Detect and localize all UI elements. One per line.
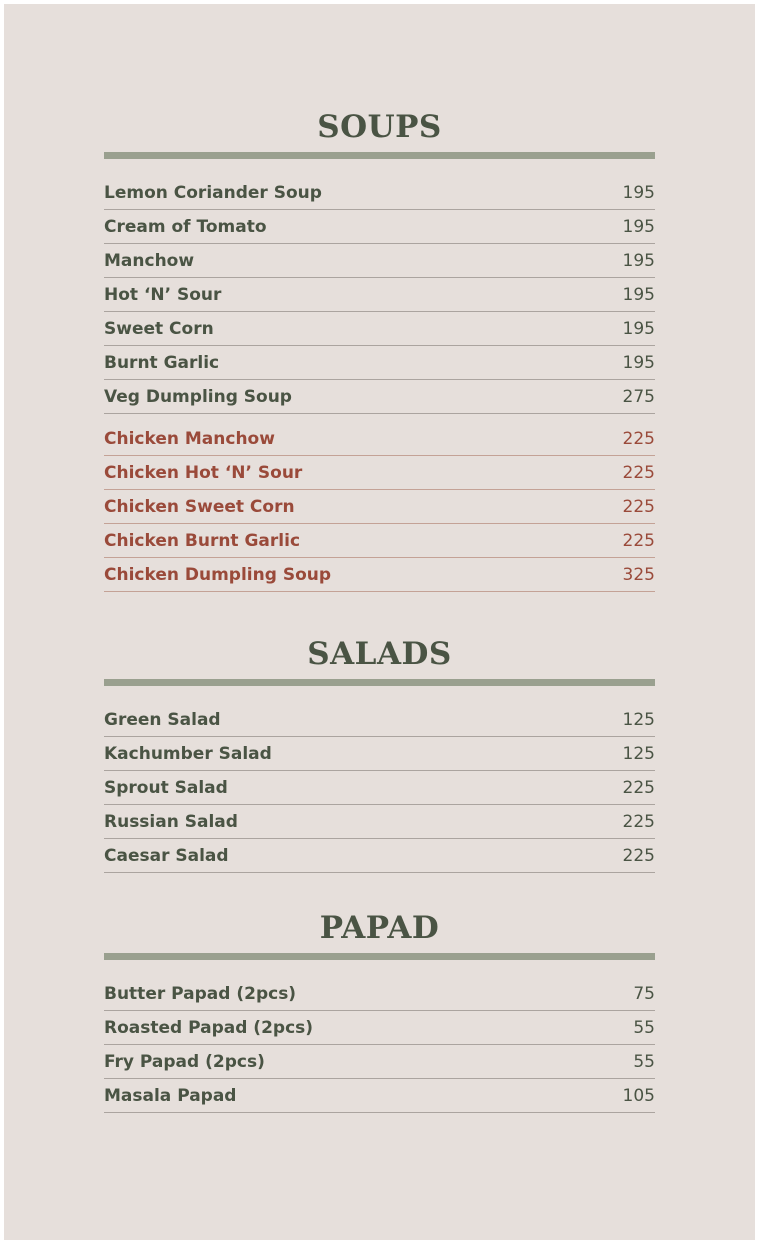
item-name: Chicken Sweet Corn [104, 496, 295, 517]
item-price: 195 [622, 352, 655, 373]
menu-item [104, 1011, 655, 1045]
item-name: Manchow [104, 250, 195, 271]
item-price: 195 [622, 318, 655, 339]
menu-item [104, 176, 655, 210]
menu-item [104, 1045, 655, 1079]
section-soups [104, 108, 655, 592]
item-price: 225 [622, 496, 655, 517]
group-gap [104, 414, 655, 422]
item-name: Burnt Garlic [104, 352, 220, 373]
item-price: 195 [622, 284, 655, 305]
item-price: 195 [622, 216, 655, 237]
item-name: Sprout Salad [104, 777, 228, 798]
item-price: 275 [622, 386, 655, 407]
item-name: Roasted Papad (2pcs) [104, 1017, 314, 1038]
item-price: 225 [622, 428, 655, 449]
menu-item [104, 977, 655, 1011]
item-price: 55 [633, 1051, 655, 1072]
item-name: Cream of Tomato [104, 216, 267, 237]
item-price: 105 [622, 1085, 655, 1106]
item-price: 125 [622, 743, 655, 764]
section-title: PAPAD [319, 910, 440, 946]
item-price: 195 [622, 182, 655, 203]
item-price: 225 [622, 530, 655, 551]
item-price: 125 [622, 709, 655, 730]
item-price: 195 [622, 250, 655, 271]
section-title: SOUPS [317, 109, 442, 145]
menu-item [104, 805, 655, 839]
item-name: Hot ‘N’ Sour [104, 284, 222, 305]
title-rule [104, 679, 655, 686]
section-papad [104, 909, 655, 1113]
menu-item-nonveg [104, 422, 655, 456]
menu-item-nonveg [104, 558, 655, 592]
item-price: 55 [633, 1017, 655, 1038]
item-name: Masala Papad [104, 1085, 237, 1106]
section-salads [104, 635, 655, 873]
item-name: Chicken Burnt Garlic [104, 530, 301, 551]
menu-item [104, 737, 655, 771]
menu-page [4, 4, 755, 1240]
item-price: 225 [622, 811, 655, 832]
item-price: 225 [622, 845, 655, 866]
menu-item [104, 244, 655, 278]
item-price: 325 [622, 564, 655, 585]
menu-item [104, 1079, 655, 1113]
item-name: Lemon Coriander Soup [104, 182, 322, 203]
item-name: Caesar Salad [104, 845, 229, 866]
item-name: Chicken Manchow [104, 428, 275, 449]
item-name: Green Salad [104, 709, 221, 730]
item-name: Fry Papad (2pcs) [104, 1051, 265, 1072]
menu-item-nonveg [104, 456, 655, 490]
menu-item [104, 839, 655, 873]
menu-item-nonveg [104, 490, 655, 524]
menu-item [104, 312, 655, 346]
title-rule [104, 953, 655, 960]
item-name: Chicken Dumpling Soup [104, 564, 332, 585]
item-price: 225 [622, 777, 655, 798]
item-name: Sweet Corn [104, 318, 214, 339]
item-name: Kachumber Salad [104, 743, 272, 764]
title-rule [104, 152, 655, 159]
item-name: Butter Papad (2pcs) [104, 983, 297, 1004]
menu-item [104, 771, 655, 805]
menu-item [104, 346, 655, 380]
section-title: SALADS [307, 636, 452, 672]
item-price: 225 [622, 462, 655, 483]
item-name: Russian Salad [104, 811, 238, 832]
menu-item [104, 703, 655, 737]
menu-item [104, 278, 655, 312]
menu-item-nonveg [104, 524, 655, 558]
menu-item [104, 380, 655, 414]
item-name: Chicken Hot ‘N’ Sour [104, 462, 303, 483]
item-price: 75 [633, 983, 655, 1004]
menu-item [104, 210, 655, 244]
item-name: Veg Dumpling Soup [104, 386, 292, 407]
